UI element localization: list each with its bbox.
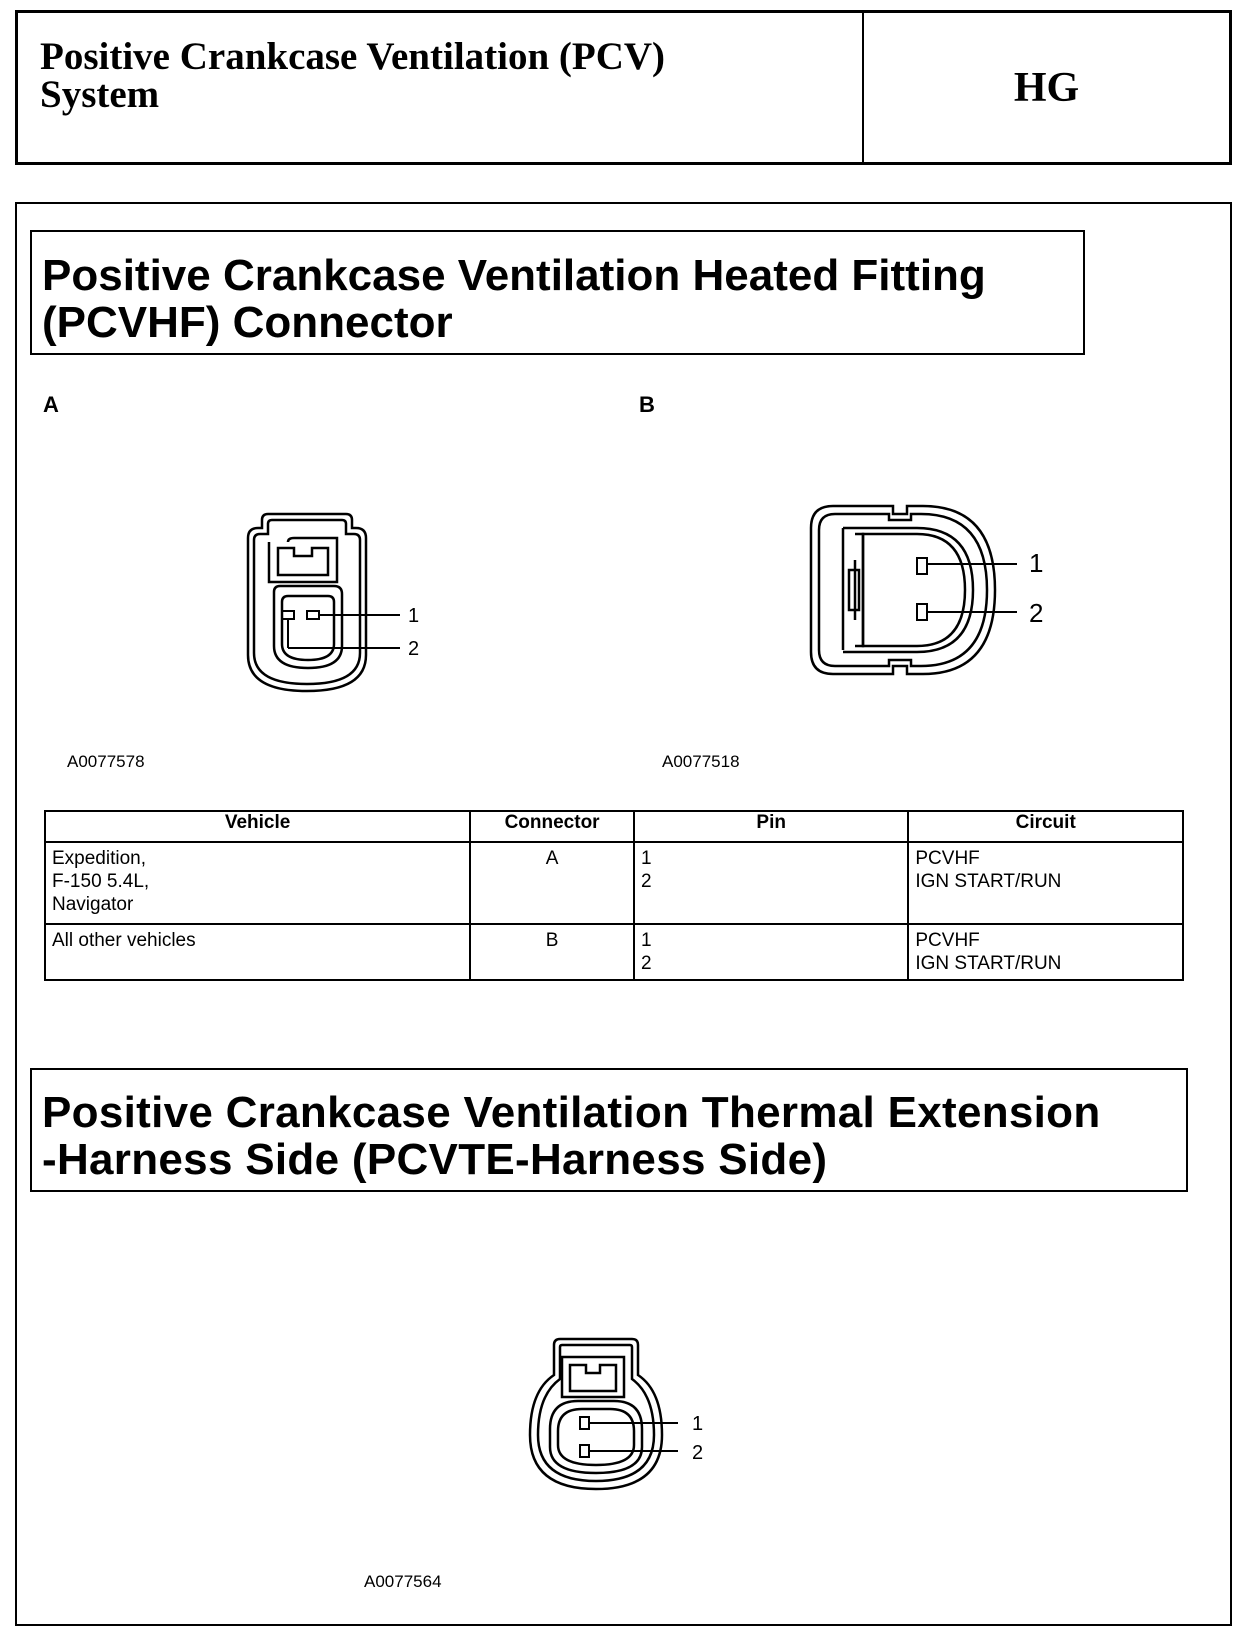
pin-circuit-table — [44, 810, 1184, 981]
connector-b-diagram — [805, 500, 1065, 690]
pcvte-title-line1-text: Positive Crankcase Ventilation Thermal Extension — [42, 1088, 1101, 1137]
vehicle-line: All other vehicles — [52, 930, 196, 951]
pcvhf-title-line1: Positive Crankcase Ventilation Heated Fitting — [42, 251, 986, 300]
table-row — [45, 924, 1183, 980]
section-code: HG — [862, 10, 1232, 165]
connector-b-pin2-label: 2 — [1029, 598, 1044, 628]
pin-number: 1 — [641, 930, 652, 951]
circuit-cell — [908, 842, 1183, 924]
connector-a-pin2-label: 2 — [408, 638, 420, 660]
connector-b-pin1-label: 1 — [1029, 548, 1044, 578]
diagram-a-ref: A0077578 — [67, 752, 145, 771]
table-row — [45, 842, 1183, 924]
pin-cell — [634, 842, 908, 924]
circuit-cell — [908, 924, 1183, 980]
col-header-circuit: Circuit — [908, 811, 1183, 842]
vehicle-line: F-150 5.4L, — [52, 871, 150, 892]
connector-a-pin1-label: 1 — [408, 605, 420, 627]
connector-a-diagram — [240, 510, 440, 700]
pcvte-section-title — [30, 1068, 1188, 1192]
vehicle-line: Navigator — [52, 894, 134, 915]
table-header-row — [45, 811, 1183, 842]
pcvte-title-line1 — [42, 1089, 1186, 1136]
circuit-name: PCVHF — [915, 848, 980, 869]
pcvte-pin1-label: 1 — [692, 1413, 704, 1435]
pcvte-connector-diagram — [528, 1335, 728, 1505]
pin-number: 2 — [641, 953, 652, 974]
document-title-line1: Positive Crankcase Ventilation (PCV) — [40, 35, 666, 78]
pcvte-diagram-ref: A0077564 — [364, 1572, 442, 1591]
pin-number: 1 — [641, 848, 652, 869]
circuit-name: PCVHF — [915, 930, 980, 951]
col-header-pin: Pin — [634, 811, 908, 842]
diagram-b-label: B — [639, 392, 655, 417]
circuit-name: IGN START/RUN — [915, 871, 1062, 892]
circuit-name: IGN START/RUN — [915, 953, 1062, 974]
pcvte-title-line2 — [42, 1136, 1186, 1183]
vehicle-cell — [45, 842, 470, 924]
document-title-line2: System — [40, 73, 160, 116]
vehicle-cell — [45, 924, 470, 980]
col-header-connector: Connector — [470, 811, 634, 842]
pcvhf-section-title — [30, 230, 1085, 355]
col-header-vehicle: Vehicle — [45, 811, 470, 842]
pcvhf-title-line2: (PCVHF) Connector — [42, 298, 453, 347]
pin-number: 2 — [641, 871, 652, 892]
connector-cell: A — [470, 842, 634, 924]
vehicle-line: Expedition, — [52, 848, 147, 869]
connector-cell: B — [470, 924, 634, 980]
pcvte-pin2-label: 2 — [692, 1442, 704, 1464]
pin-cell — [634, 924, 908, 980]
document-title — [40, 35, 820, 116]
pcvte-title-line2-text: -Harness Side (PCVTE-Harness Side) — [42, 1135, 828, 1184]
diagram-a-label: A — [43, 392, 59, 417]
diagram-b-ref: A0077518 — [662, 752, 740, 771]
